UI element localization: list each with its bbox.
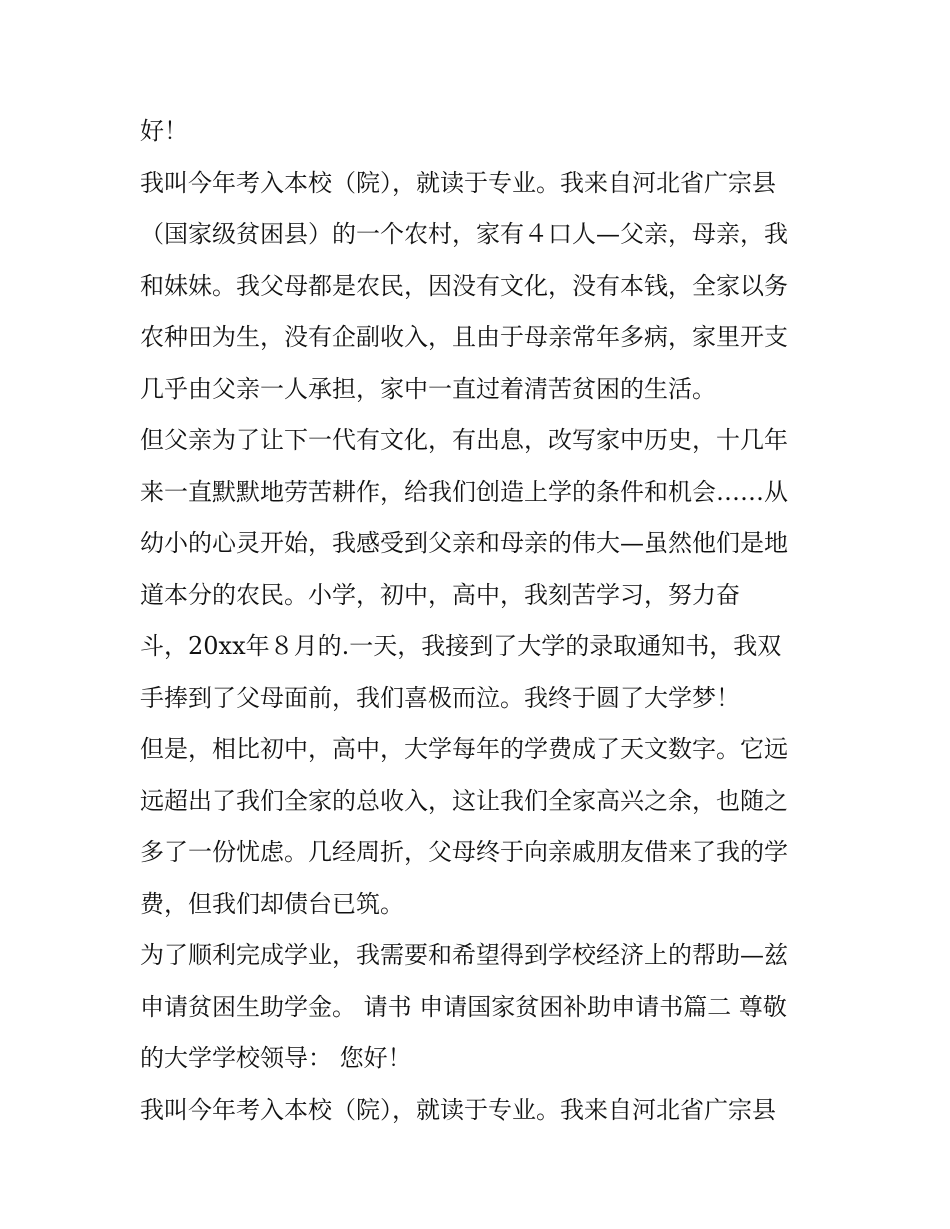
text-line: （国家级贫困县）的一个农村，家有４口人—父亲，母亲，我 [140,220,788,248]
text-line: 远超出了我们全家的总收入，这让我们全家高兴之余，也随之 [140,786,788,815]
document-body [140,106,820,1136]
text-line: 几乎由父亲一人承担，家中一直过着清苦贫困的生活。 [140,374,716,403]
text-line: 的大学学校领导： 您好！ [140,1044,412,1072]
text-line: 多了一份忧虑。几经周折，父母终于向亲戚朋友借来了我的学 [140,838,788,866]
text-line: 但父亲为了让下一代有文化，有出息，改写家中历史，十几年 [140,426,788,454]
text-line: 手捧到了父母面前，我们喜极而泣。我终于圆了大学梦！ [140,683,740,712]
text-line: 幼小的心灵开始，我感受到父亲和母亲的伟大—虽然他们是地 [140,529,788,557]
text-line: 道本分的农民。小学，初中，高中，我刻苦学习，努力奋 [140,580,740,609]
text-line: 我叫今年考入本校（院），就读于专业。我来自河北省广宗县 [140,168,776,197]
text-line: 来一直默默地劳苦耕作，给我们创造上学的条件和机会……从 [140,477,788,506]
text-line: 农种田为生，没有企副收入，且由于母亲常年多病，家里开支 [140,323,788,351]
text-line: 斗，20xx年８月的.一天，我接到了大学的录取通知书，我双 [140,632,782,660]
text-line: 申请贫困生助学金。 请书 申请国家贫困补助申请书篇二 尊敬 [140,992,787,1021]
text-line: 为了顺利完成学业，我需要和希望得到学校经济上的帮助—兹 [140,941,788,969]
text-line: 费，但我们却债台已筑。 [140,889,404,918]
text-line: 但是，相比初中，高中，大学每年的学费成了天文数字。它远 [140,735,788,763]
text-line: 和妹妹。我父母都是农民，因没有文化，没有本钱，全家以务 [140,271,788,300]
text-line: 我叫今年考入本校（院），就读于专业。我来自河北省广宗县 [140,1095,776,1124]
text-line: 好！ [140,117,188,145]
